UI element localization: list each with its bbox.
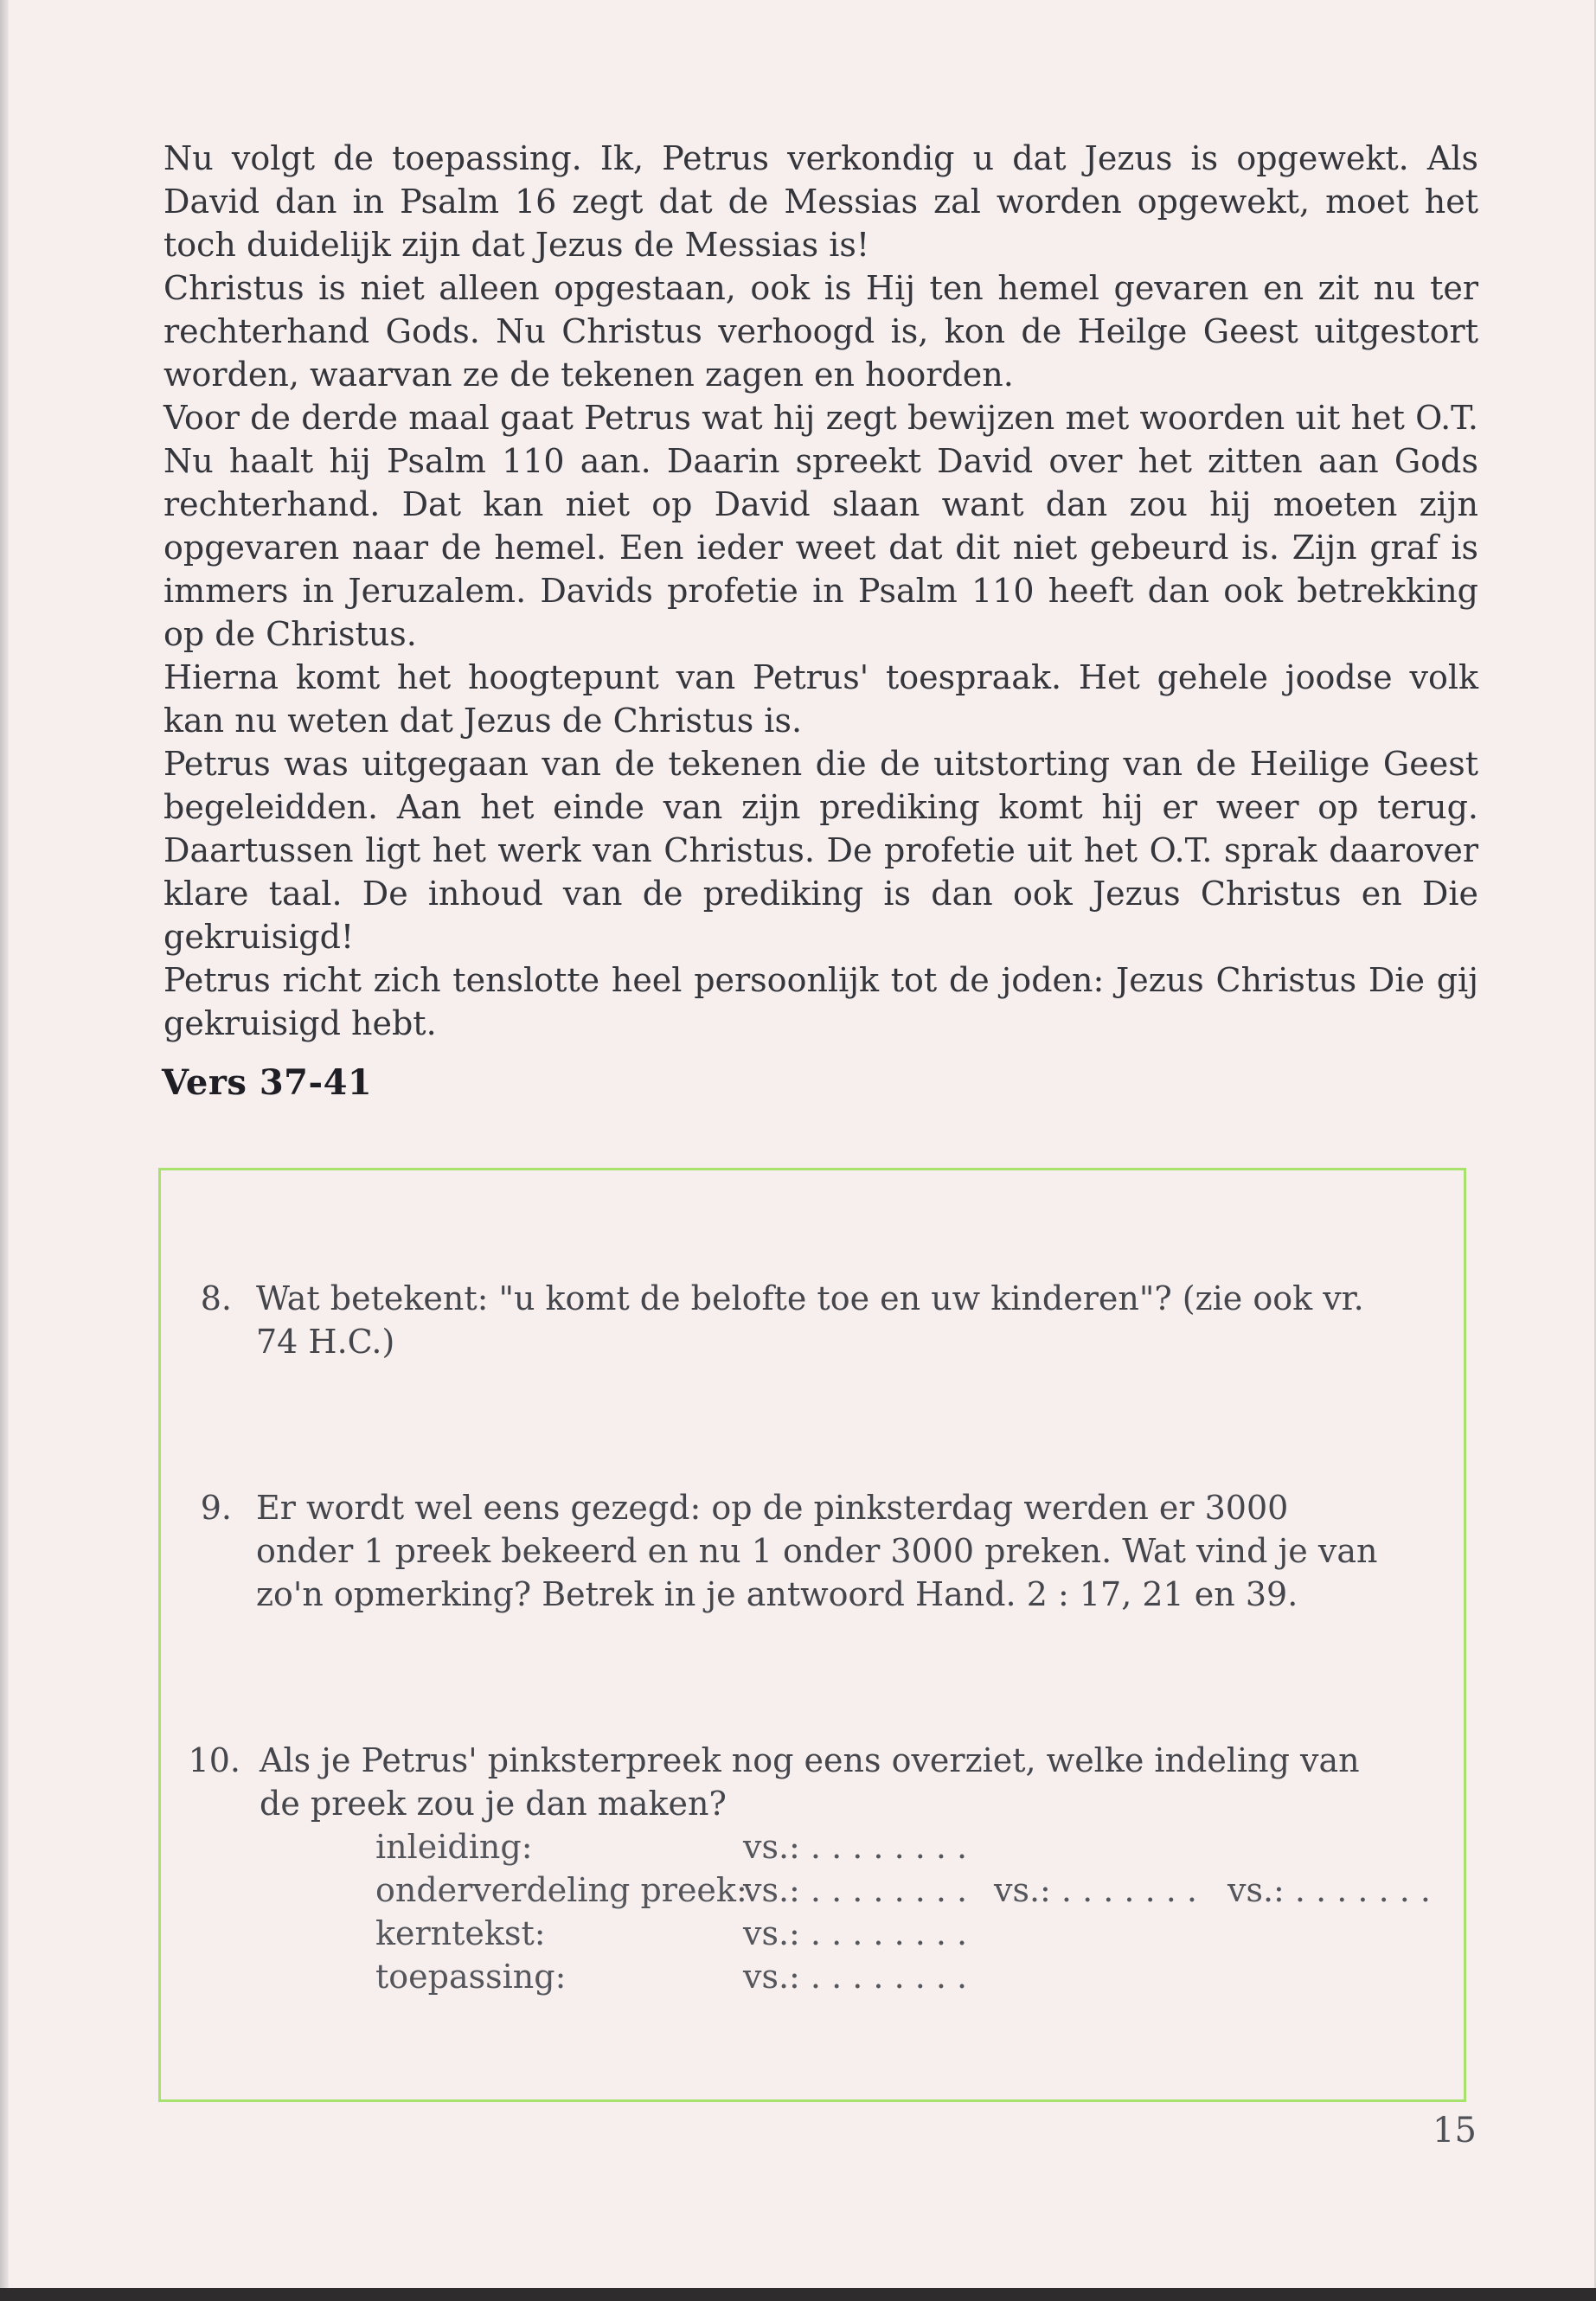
paragraph: Petrus was uitgegaan van de tekenen die de uitstorting van de Heilige Geest begeleidden. Aan het einde van zijn prediking komt hij er weer op terug. Daartussen ligt het werk van Christus. De profetie uit het O.T. sprak daarover klare taal. De inhoud van de prediking is dan ook Jezus Christus en Die gekruisigd! [163, 745, 1478, 956]
paragraph: Christus is niet alleen opgestaan, ook is Hij ten hemel gevaren en zit nu ter rechterhand Gods. Nu Christus verhoogd is, kon de Heilge Geest uitgestort worden, waarvan ze de tekenen zagen en hoorden. [163, 269, 1478, 394]
outline-label: toepassing: [375, 1958, 567, 1996]
outline-verse-blank: vs.: . . . . . . . . [743, 1958, 968, 1996]
outline-verse-blank: vs.: . . . . . . . . [743, 1914, 968, 1952]
page [7, 0, 1594, 2288]
paragraph: Petrus richt zich tenslotte heel persoonlijk tot de joden: Jezus Christus Die gij gekruisigd hebt. [163, 961, 1478, 1042]
outline-label: kerntekst: [375, 1914, 546, 1952]
page-number: 15 [1433, 2111, 1477, 2150]
paragraph: Nu volgt de toepassing. Ik, Petrus verkondig u dat Jezus is opgewekt. Als David dan in Psalm 16 zegt dat de Messias zal worden opgewekt, moet het toch duidelijk zijn dat Jezus de Messias is! [163, 139, 1478, 264]
question-text: Er wordt wel eens gezegd: op de pinksterdag werden er 3000 onder 1 preek bekeerd en nu 1 onder 3000 preken. Wat vind je van zo'n opmerking? Betrek in je antwoord Hand. 2 : 17, 21 en 39. [256, 1489, 1378, 1613]
question-number: 10. [188, 1741, 240, 1779]
outline-verse-blank: vs.: . . . . . . . . [743, 1871, 968, 1909]
outline-verse-blank: vs.: . . . . . . . [994, 1871, 1197, 1909]
section-heading: Vers 37-41 [162, 1062, 373, 1103]
outline-label: onderverdeling preek: [375, 1871, 747, 1909]
outline-label: inleiding: [375, 1828, 533, 1866]
outline-verse-blank: vs.: . . . . . . . . [743, 1828, 968, 1866]
question-number: 8. [200, 1279, 232, 1317]
question-text: Als je Petrus' pinksterpreek nog eens overziet, welke indeling van de preek zou je dan maken? [260, 1741, 1360, 1823]
question-text: Wat betekent: "u komt de belofte toe en uw kinderen"? (zie ook vr. 74 H.C.) [256, 1279, 1364, 1361]
page-edge-shadow [0, 0, 9, 2301]
paragraph: Voor de derde maal gaat Petrus wat hij zegt bewijzen met woorden uit het O.T. Nu haalt hij Psalm 110 aan. Daarin spreekt David over het zitten aan Gods rechterhand. Dat kan niet op David slaan want dan zou hij moeten zijn opgevaren naar de hemel. Een ieder weet dat dit niet gebeurd is. Zijn graf is immers in Jeruzalem. Davids profetie in Psalm 110 heeft dan ook betrekking op de Christus. [163, 399, 1478, 653]
body-text [163, 137, 1478, 1045]
question-number: 9. [200, 1489, 232, 1527]
bottom-edge [0, 2288, 1596, 2301]
paragraph: Hierna komt het hoogtepunt van Petrus' toespraak. Het gehele joodse volk kan nu weten dat Jezus de Christus is. [163, 658, 1478, 740]
outline-verse-blank: vs.: . . . . . . . [1227, 1871, 1431, 1909]
